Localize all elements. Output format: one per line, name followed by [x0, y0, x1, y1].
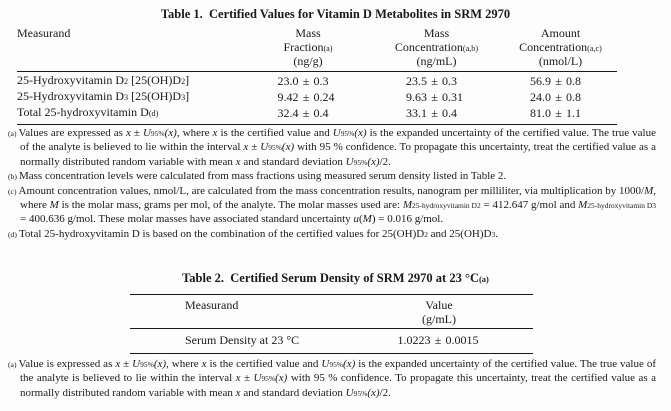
footnote-a: [8, 126, 656, 169]
plus-minus: ±: [555, 106, 562, 121]
footnote-marker: (a): [8, 360, 17, 369]
measurand-cell: 25-Hydroxyvitamin D2 [25(OH)D2]: [17, 73, 190, 87]
amount-concentration-cell: [504, 89, 617, 105]
footnote-marker: (c): [8, 186, 17, 196]
table1-footnotes: [8, 126, 656, 241]
table1-header-mass-concentration: [369, 26, 504, 68]
table-row: [130, 329, 533, 354]
mass-concentration-cell: [369, 89, 504, 105]
plus-minus: ±: [431, 106, 438, 121]
uncertainty: 0.31: [442, 90, 463, 105]
table1-body: [17, 72, 617, 125]
measurand-cell: 25-Hydroxyvitamin D3 [25(OH)D3]: [17, 89, 190, 104]
header-line1: Mass: [423, 26, 450, 40]
header-unit: (g/mL): [422, 312, 456, 326]
table2-header-measurand: Measurand: [185, 298, 239, 312]
footnote-text: Values are expressed as x ± U95%(x), where x is the certified value and U95%(x) is the expanded uncertainty of the certified value. The true value of the analyte is believed to lie within the interval x ± U95%(x) with 95 % confidence. To propagate this uncertainty, treat the certified value as a normally distributed random variable with mean x and standard deviation U95%(x)/2.: [18, 127, 656, 168]
value: 33.1: [406, 106, 427, 121]
plus-minus: ±: [431, 74, 438, 88]
value: 56.9: [530, 74, 551, 88]
footnote-text: Amount concentration values, nmol/L, are calculated from the mass concentration results, nanogram per milliliter, via multiplication by 1000/M, where M is the molar mass, grams per mol, of the analyte. The molar masses used are: M25-hydroxyvitamin D2 = 412.647 g/mol and M25-hydroxyvitamin D3 = 400.636 g/mol. These molar masses have associated standard uncertainty u(M) = 0.016 g/mol.: [18, 184, 656, 226]
table1: [17, 26, 617, 125]
table-row: [17, 105, 617, 121]
plus-minus: ±: [555, 74, 562, 88]
header-unit: (ng/g): [293, 54, 323, 68]
header-line2: Fraction$^{(a)}$: [283, 40, 333, 54]
plus-minus: ±: [302, 74, 310, 88]
uncertainty: 0.8: [566, 90, 581, 105]
plus-minus: ±: [434, 333, 442, 347]
header-line2: Concentration$^{(a,b)}$: [394, 40, 479, 54]
footnote-d: [8, 227, 656, 241]
table2-title: Table 2. Certified Serum Density of SRM 2970 at 23 $^\circ C^{(a)}$: [182, 271, 489, 285]
value: 81.0: [530, 106, 551, 121]
table2: [130, 294, 533, 354]
uncertainty: 0.3: [313, 74, 329, 88]
value: 1.0223: [397, 333, 431, 347]
uncertainty: 0.8: [566, 74, 581, 88]
value: 32.4: [277, 106, 299, 121]
table1-header-amount-concentration: [504, 26, 617, 68]
table1-header-row: [17, 26, 617, 72]
uncertainty: 0.0015: [445, 333, 479, 347]
footnote-ref: (a,b): [462, 44, 479, 53]
plus-minus: ±: [431, 90, 438, 105]
footnote-marker: (a): [8, 129, 17, 138]
mass-fraction-cell: [247, 105, 369, 121]
header-line1: Amount: [540, 26, 581, 40]
footnote-a: [8, 357, 656, 400]
header-line1: Mass: [295, 26, 321, 40]
header-unit: (ng/mL): [416, 54, 457, 68]
header-line2: Concentration$^{(a,c)}$: [519, 40, 602, 54]
footnote-ref: (a): [478, 274, 489, 284]
uncertainty: 0.4: [442, 106, 457, 121]
amount-concentration-cell: [504, 105, 617, 121]
footnote-c: [8, 184, 656, 227]
mass-fraction-cell: [247, 89, 369, 105]
mass-fraction-cell: [247, 73, 369, 89]
uncertainty: 0.4: [313, 106, 329, 121]
amount-concentration-cell: [504, 73, 617, 89]
footnote-marker: (b): [8, 172, 17, 182]
table-row: [17, 89, 617, 105]
table2-footnotes: [8, 357, 656, 400]
value: 23.0: [277, 74, 299, 88]
plus-minus: ±: [555, 90, 562, 105]
value: 24.0: [530, 90, 551, 105]
plus-minus: ±: [302, 106, 310, 121]
table1-header-mass-fraction: [247, 26, 369, 68]
footnote-b: [8, 169, 656, 183]
table1-header-measurand: Measurand: [17, 26, 71, 40]
value: 23.5: [406, 74, 427, 88]
mass-concentration-cell: [369, 73, 504, 89]
measurand-cell: Total 25-hydroxyvitamin $D^{(d)}$: [17, 105, 159, 120]
footnote-text: Value is expressed as x ± U95%(x), where x is the certified value and U95%(x) is the expanded uncertainty of the certified value. The true value of the analyte is believed to lie within the interval x ± U95%(x) with 95 % confidence. To propagate this uncertainty, treat the certified value as a normally distributed random variable with mean x and standard deviation U95%(x)/2.: [18, 358, 657, 399]
value: 9.63: [406, 90, 427, 105]
table1-title: Table 1. Certified Values for Vitamin D Metabolites in SRM 2970: [160, 7, 511, 21]
uncertainty: 1.1: [566, 106, 581, 121]
table2-header-value: [345, 298, 533, 326]
footnote-text: Mass concentration levels were calculated from mass fractions using measured serum density listed in Table 2.: [18, 170, 507, 183]
value-cell: [345, 333, 533, 348]
header-unit: (nmol/L): [538, 54, 583, 68]
uncertainty: 0.24: [313, 90, 335, 105]
value: 9.42: [277, 90, 299, 105]
measurand-cell: Serum Density at 23 °C: [185, 333, 300, 347]
table-row: [17, 73, 617, 89]
footnote-ref: (a): [323, 44, 333, 53]
footnote-marker: (d): [8, 229, 17, 239]
footnote-ref: (a,c): [587, 44, 602, 53]
plus-minus: ±: [302, 90, 310, 105]
uncertainty: 0.3: [442, 74, 457, 88]
table2-header-row: [130, 295, 533, 329]
mass-concentration-cell: [369, 105, 504, 121]
footnote-text: Total 25-hydroxyvitamin D is based on the combination of the certified values for 25(OH)D2 and 25(OH)D3.: [18, 227, 498, 240]
header-line1: Value: [425, 298, 453, 312]
